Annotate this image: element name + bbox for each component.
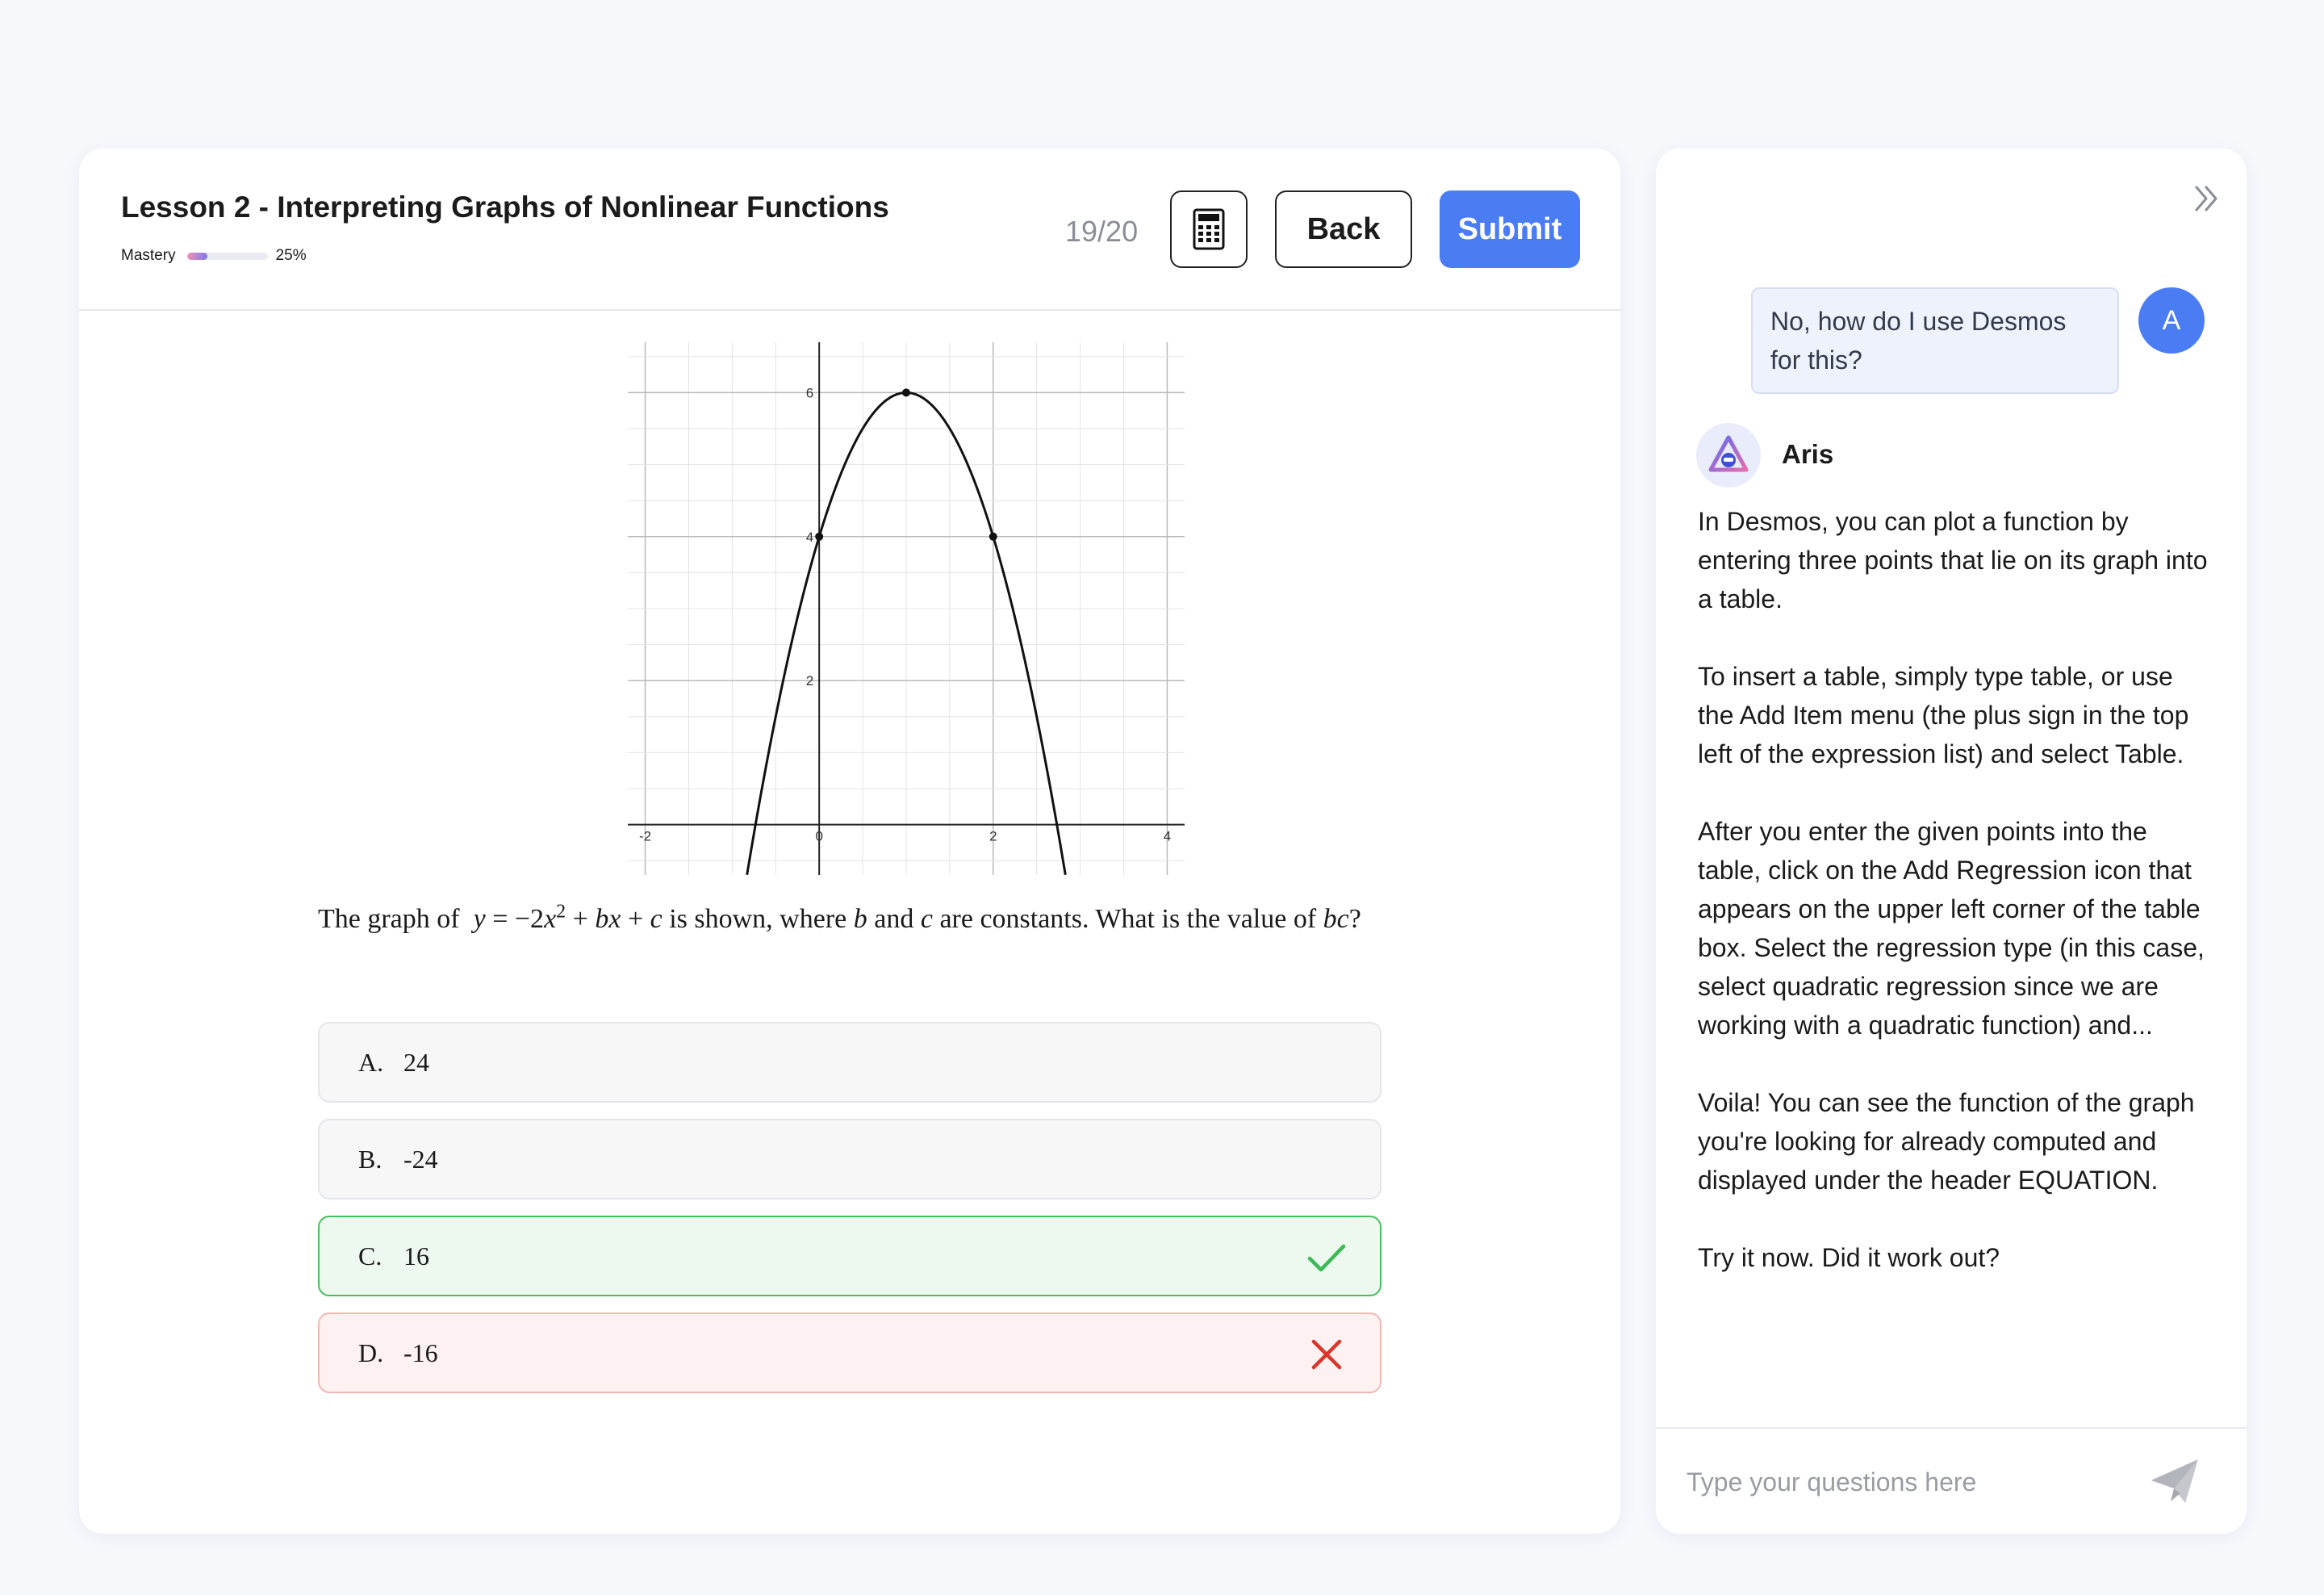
y-tick-label: 6 (805, 385, 814, 401)
aris-logo-icon (1707, 434, 1749, 476)
double-chevron-right-icon[interactable] (2190, 182, 2222, 215)
user-avatar: A (2138, 287, 2205, 354)
question-text-start: The graph of (318, 904, 460, 934)
lesson-panel (79, 149, 1620, 1534)
question-text-mid: is shown, where (669, 904, 847, 934)
calculator-button[interactable] (1170, 190, 1248, 268)
x-icon (1307, 1335, 1346, 1374)
bot-message (1698, 502, 2214, 1316)
mastery-label: Mastery (121, 247, 176, 264)
choice-value: 24 (403, 1047, 429, 1077)
highlighted-point (815, 533, 823, 541)
y-tick-label: 2 (805, 673, 814, 689)
choice-b[interactable] (318, 1119, 1381, 1199)
checkmark-icon (1307, 1238, 1346, 1277)
bot-paragraph: Try it now. Did it work out? (1698, 1243, 2000, 1272)
choice-value: 16 (403, 1241, 429, 1271)
calculator-icon (1193, 208, 1225, 250)
mastery-percent: 25% (275, 247, 307, 264)
choice-letter: C. (358, 1241, 382, 1271)
bot-paragraph: To insert a table, simply type table, or use the Add Item menu (the plus sign in the top left of the expression list) and select Table. (1698, 662, 2189, 768)
chat-input-area (1656, 1427, 2247, 1534)
parabola-graph (628, 342, 1185, 875)
chat-input[interactable] (1685, 1461, 2140, 1503)
paper-plane-icon[interactable] (2148, 1456, 2201, 1506)
lesson-header (79, 149, 1620, 311)
question-and: and (874, 904, 914, 934)
choice-value: -24 (403, 1144, 438, 1174)
question-text: The graph of $y = -2x^2$ + bx + c is shown, where b and c are constants. What is the value of bc? (318, 901, 1361, 934)
y-tick-label: 4 (805, 529, 814, 545)
chat-panel (1656, 149, 2247, 1534)
mastery-indicator (121, 247, 307, 265)
submit-button[interactable]: Submit (1440, 190, 1580, 268)
x-tick-label: 0 (815, 828, 823, 844)
x-tick-label: 2 (989, 828, 997, 844)
mastery-progress-bar (187, 253, 268, 260)
choice-d[interactable] (318, 1312, 1381, 1393)
question-mark: ? (1348, 904, 1361, 934)
question-text-end: are constants. What is the value of (939, 904, 1317, 934)
choice-value: -16 (403, 1338, 438, 1367)
choice-letter: A. (358, 1047, 384, 1077)
var-c: c (920, 904, 933, 934)
mastery-progress-fill (187, 253, 207, 260)
equation: y (473, 904, 486, 934)
bot-paragraph: In Desmos, you can plot a function by entering three points that lie on its graph into a table. (1698, 507, 2208, 613)
bot-paragraph: After you enter the given points into the table, click on the Add Regression icon that appears on the upper left corner of the table box. Select the regression type (in this case, select quadratic regression since we are working with a quadratic function) and... (1698, 817, 2205, 1040)
back-button[interactable]: Back (1275, 190, 1412, 268)
bot-name: Aris (1782, 439, 1834, 469)
user-message-bubble: No, how do I use Desmos for this? (1751, 287, 2119, 394)
question-counter: 19/20 (1065, 215, 1139, 248)
var-bc: bc (1323, 904, 1349, 934)
choice-c[interactable] (318, 1216, 1381, 1296)
choice-a[interactable] (318, 1022, 1381, 1103)
choice-letter: D. (358, 1338, 384, 1367)
highlighted-point (902, 388, 910, 396)
bot-paragraph: Voila! You can see the function of the graph you're looking for already computed and displayed under the header EQUATION. (1698, 1088, 2195, 1195)
var-b: b (853, 904, 867, 934)
choice-letter: B. (358, 1144, 382, 1174)
bot-avatar (1696, 423, 1761, 488)
x-tick-label: 4 (1163, 828, 1172, 844)
x-tick-label: -2 (639, 828, 652, 844)
highlighted-point (989, 533, 997, 541)
lesson-title: Lesson 2 - Interpreting Graphs of Nonlinear Functions (121, 190, 889, 224)
